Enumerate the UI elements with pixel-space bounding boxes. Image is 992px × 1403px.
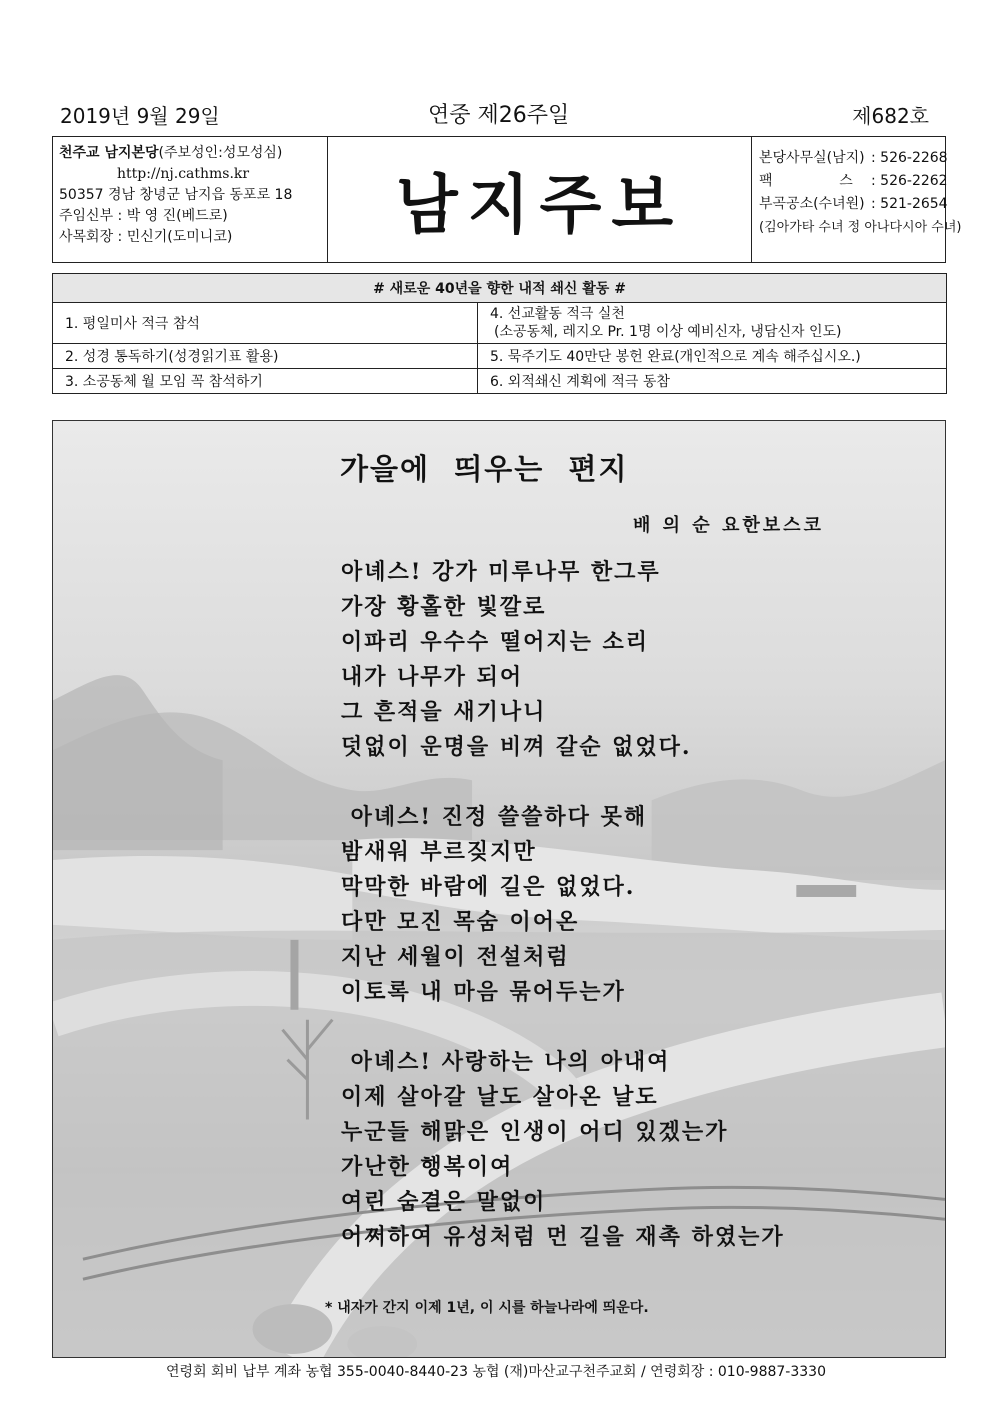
poem-section (52, 420, 946, 1358)
poem-line: 이토록 내 마음 묶어두는가 (341, 979, 626, 1005)
poem-line: 여린 숨결은 말없이 (341, 1189, 547, 1215)
activity-5: 5. 묵주기도 40만단 봉헌 완료(개인적으로 계속 해주십시오.) (478, 344, 947, 369)
poem-body (341, 555, 785, 1255)
poem-line: 가장 황홀한 빛깔로 (341, 594, 547, 620)
poem-line: 누군들 해맑은 인생이 어디 있겠는가 (341, 1119, 729, 1145)
branch-label: 부곡공소(수녀원) (759, 196, 865, 212)
poem-line: 아녜스! 강가 미루나무 한그루 (341, 559, 661, 585)
pastor: 주임신부 : 박 영 진(베드로) (59, 208, 228, 224)
council-president: 사목회장 : 민신기(도미니코) (59, 229, 233, 245)
activity-6: 6. 외적쇄신 계획에 적극 동참 (478, 369, 947, 394)
poem-author: 배 의 순 요한보스코 (633, 515, 824, 536)
footer-account-info: 연령회 회비 납부 계좌 농협 355-0040-8440-23 농협 (재)마산교구천주교회 / 연령회장 : 010-9887-3330 (166, 1364, 826, 1380)
issue-number: 제682호 (852, 104, 929, 128)
office-label: 본당사무실(남지) (759, 150, 865, 166)
activity-4-detail: (소공동체, 레지오 Pr. 1명 이상 예비신자, 냉담신자 인도) (494, 324, 842, 340)
fax-label: 팩 스 (759, 173, 853, 189)
bulletin-title: 남지주보 (328, 137, 752, 262)
parish-info (53, 137, 328, 262)
poem-line: 그 흔적을 새기나니 (341, 699, 547, 725)
office-phone: : 526-2268 (871, 150, 948, 166)
poem-line: 아녜스! 진정 쓸쓸하다 못해 (341, 804, 648, 830)
branch-phone: : 521-2654 (871, 196, 948, 212)
poem-line: 밤새워 부르짖지만 (341, 839, 537, 865)
poem-note: * 내자가 간지 이제 1년, 이 시를 하늘나라에 띄운다. (325, 1300, 649, 1316)
activity-4 (478, 303, 947, 344)
poem-line: 다만 모진 목숨 이어온 (341, 909, 580, 935)
activity-4-title: 4. 선교활동 적극 실천 (490, 306, 625, 322)
fax-phone: : 526-2262 (871, 173, 948, 189)
contact-info (753, 137, 962, 272)
activity-2: 2. 성경 통독하기(성경읽기표 활용) (53, 344, 478, 369)
renewal-activities-table (52, 273, 947, 394)
parish-url: http://nj.cathms.kr (117, 166, 250, 182)
poem-line: 가난한 행복이여 (341, 1154, 514, 1180)
poem-line: 어쩌하여 유성처럼 먼 길을 재촉 하였는가 (341, 1224, 785, 1250)
poem-line: 아녜스! 사랑하는 나의 아내여 (341, 1049, 671, 1075)
activity-1: 1. 평일미사 적극 참석 (53, 303, 478, 344)
poem-line: 이파리 우수수 떨어지는 소리 (341, 629, 650, 655)
activity-3: 3. 소공동체 월 모임 꼭 참석하기 (53, 369, 478, 394)
poem-line: 덧없이 운명을 비껴 갈순 없었다. (341, 734, 692, 760)
parish-address: 50357 경남 창녕군 남지읍 동포로 18 (59, 187, 293, 203)
sisters: (김아가타 수녀 정 아나다시아 수녀) (759, 220, 962, 235)
poem-line: 이제 살아갈 날도 살아온 날도 (341, 1084, 659, 1110)
parish-name: 천주교 남지본당 (59, 145, 159, 161)
activities-header: # 새로운 40년을 향한 내적 쇄신 활동 # (53, 274, 947, 303)
issue-date: 2019년 9월 29일 (60, 104, 220, 128)
poem-line: 내가 나무가 되어 (341, 664, 524, 690)
masthead (52, 136, 962, 263)
poem-line: 지난 세월이 전설처럼 (341, 944, 570, 970)
parish-patron: (주보성인:성모성심) (158, 145, 283, 161)
poem-line: 막막한 바람에 길은 없었다. (341, 874, 636, 900)
liturgical-week: 연중 제26주일 (428, 103, 570, 128)
poem-title: 가을에 띄우는 편지 (340, 452, 629, 486)
